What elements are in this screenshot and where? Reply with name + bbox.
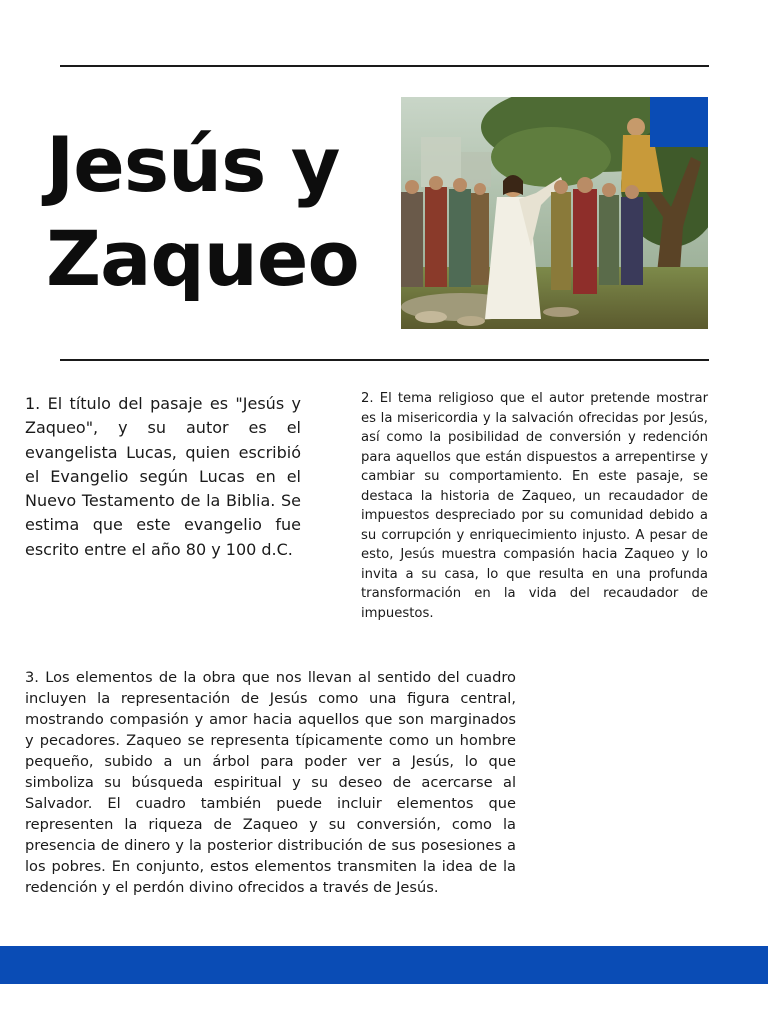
footer-band — [0, 946, 768, 984]
title-line-2: Zaqueo — [46, 214, 359, 303]
middle-divider — [60, 359, 709, 361]
page-title — [46, 118, 386, 306]
paragraph-2: 2. El tema religioso que el autor pretende mostrar es la misericordia y la salvación ofrecidas por Jesús, así como la posibilidad de conversión y redención para aquellos que están dispuestos a arrepentirse y cambiar su comportamiento. En este pasaje, se destaca la historia de Zaqueo, un recaudador de impuestos despreciado por su comunidad debido a su corrupción y enriquecimiento injusto. A pesar de esto, Jesús muestra compasión hacia Zaqueo y lo invita a su casa, lo que resulta en una profunda transformación en la vida del recaudador de impuestos. — [361, 391, 708, 621]
title-line-1: Jesús y — [46, 120, 340, 209]
paragraph-1: 1. El título del pasaje es "Jesús y Zaqueo", y su autor es el evangelista Lucas, quien escribió el Evangelio según Lucas en el Nuevo Testamento de la Biblia. Se estima que este evangelio fue escrito entre el año 80 y 100 d.C. — [25, 394, 301, 559]
accent-square — [650, 97, 708, 147]
top-divider — [60, 65, 709, 67]
paragraph-3: 3. Los elementos de la obra que nos llevan al sentido del cuadro incluyen la representación de Jesús como una figura central, mostrando compasión y amor hacia aquellos que son marginados y pecadores. Zaqueo se representa típicamente como un hombre pequeño, subido a un árbol para poder ver a Jesús, lo que simboliza su búsqueda espiritual y su deseo de acercarse al Salvador. El cuadro también puede incluir elementos que representen la riqueza de Zaqueo y su conversión, como la presencia de dinero y la posterior distribución de sus posesiones a los pobres. En conjunto, estos elementos transmiten la idea de la redención y el perdón divino ofrecidos a través de Jesús. — [25, 669, 516, 896]
